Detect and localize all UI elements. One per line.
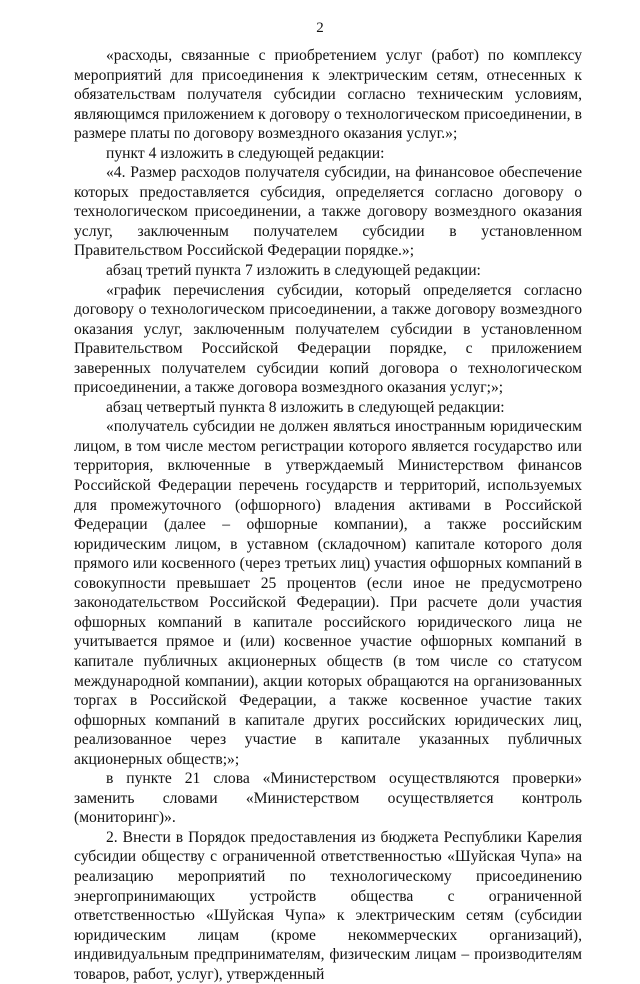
paragraph-point-21: в пункте 21 слова «Министерством осуществляются проверки» заменить словами «Министерством осуществляется контроль (мониторинг)». [74,770,582,827]
paragraph-point-7-intro: абзац третий пункта 7 изложить в следующей редакции: [106,262,481,280]
document-body [74,46,582,984]
paragraph-point-7-text: «график перечисления субсидии, который определяется согласно договору о технологическом присоединении, а также договору возмездного оказания услуг, заключенным получателем субсидии в установленном Правительством Российской Федерации порядке, с приложением заверенных получателем субсидии копий договора о технологическом присоединении, а также договора возмездного оказания услуг;»; [74,281,582,397]
paragraph-section-2: 2. Внести в Порядок предоставления из бюджета Республики Карелия субсидии обществу с ограниченной ответственностью «Шуйская Чупа» на реализацию мероприятий по технологическому присоединению энергопринимающих устройств общества с ограниченной ответственностью «Шуйская Чупа» к электрическим сетям (субсидии юридическим лицам (кроме некоммерческих организаций), индивидуальным предпринимателям, физическим лицам – производителям товаров, работ, услуг), утвержденный [74,828,582,983]
page-number: 2 [316,20,324,36]
paragraph-point-8-text: «получатель субсидии не должен являться иностранным юридическим лицом, в том числе местом регистрации которого является государство или территория, включенные в утверждаемый Министерством финансов Российской Федерации перечень государств и территорий, используемых для промежуточного (офшорного) владения активами в Российской Федерации (далее – офшорные компании), а также российским юридическим лицом, в уставном (складочном) капитале которого доля прямого или косвенного (через третьих лиц) участия офшорных компаний в совокупности превышает 25 процентов (если иное не предусмотрено законодательством Российской Федерации). При расчете доли участия офшорных компаний в капитале российского юридического лица не учитывается прямое и (или) косвенное участие офшорных компаний в капитале публичных акционерных обществ (в том числе со статусом международной компании), акции которых обращаются на организованных торгах в Российской Федерации, а также косвенное участие таких офшорных компаний в капитале других российских юридических лиц, реализованное через участие в капитале указанных публичных акционерных обществ;»; [74,418,582,768]
paragraph-expenses-quote: «расходы, связанные с приобретением услуг (работ) по комплексу мероприятий для присоединения к электрическим сетям, отнесенных к обязательствам получателя субсидии согласно техническим условиям, являющимся приложением к договору о технологическом присоединении, в размере платы по договору возмездного оказания услуг.»; [74,47,582,143]
paragraph-point-4-intro: пункт 4 изложить в следующей редакции: [106,144,385,162]
paragraph-point-4-text: «4. Размер расходов получателя субсидии, на финансовое обеспечение которых предоставляется субсидия, определяется согласно договору о технологическом присоединении, а также договору возмездного оказания услуг, заключенным получателем субсидии в установленном Правительством Российской Федерации порядке.»; [74,164,582,260]
paragraph-point-8-intro: абзац четвертый пункта 8 изложить в следующей редакции: [106,398,505,416]
